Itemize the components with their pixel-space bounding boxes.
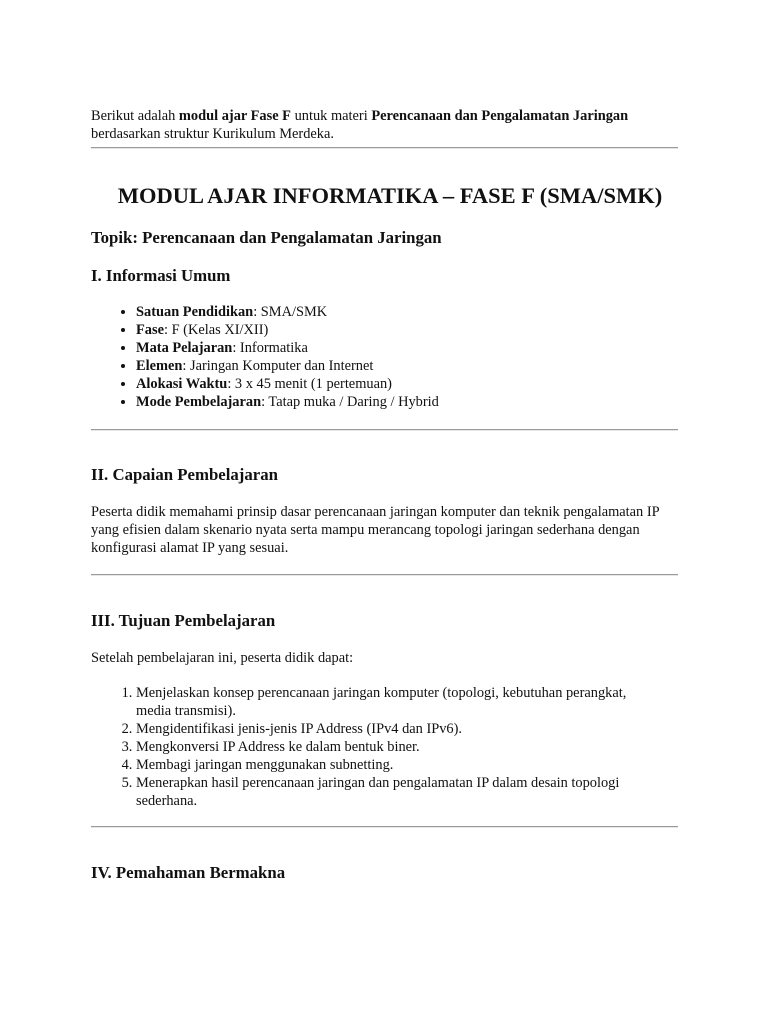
learning-goals-list xyxy=(91,684,656,810)
document-title: MODUL AJAR INFORMATIKA – FASE F (SMA/SMK) xyxy=(117,183,663,208)
intro-paragraph xyxy=(91,107,679,143)
section-3-heading: III. Tujuan Pembelajaran xyxy=(91,611,276,630)
list-item: 5. Menerapkan hasil perencanaan jaringan dan pengalamatan IP dalam desain topologi sederhana. xyxy=(136,774,656,810)
info-label: Alokasi Waktu xyxy=(136,376,228,392)
topic-heading: Topik: Perencanaan dan Pengalamatan Jaringan xyxy=(91,228,442,247)
list-item: 1. Menjelaskan konsep perencanaan jaringan komputer (topologi, kebutuhan perangkat, media transmisi). xyxy=(136,684,656,720)
info-value: : F (Kelas XI/XII) xyxy=(163,322,269,338)
list-item xyxy=(136,357,676,375)
info-value: : Informatika xyxy=(232,340,308,356)
info-value: : Jaringan Komputer dan Internet xyxy=(182,358,374,374)
section-2-heading: II. Capaian Pembelajaran xyxy=(91,465,278,484)
info-value: : SMA/SMK xyxy=(253,304,328,320)
list-item: 4. Membagi jaringan menggunakan subnetting. xyxy=(136,756,656,774)
general-info-list xyxy=(91,303,676,411)
info-label: Mode Pembelajaran xyxy=(136,394,262,410)
list-item xyxy=(136,303,676,321)
divider-3 xyxy=(91,574,678,576)
intro-bold-1: modul ajar Fase F xyxy=(178,108,291,125)
info-label: Mata Pelajaran xyxy=(136,340,233,356)
list-item: 3. Mengkonversi IP Address ke dalam bentuk biner. xyxy=(136,738,656,756)
goals-lead-text: Setelah pembelajaran ini, peserta didik dapat: xyxy=(91,650,354,666)
intro-text-2: untuk materi xyxy=(290,108,372,125)
intro-text-3: berdasarkan struktur Kurikulum Merdeka. xyxy=(91,126,334,143)
list-item xyxy=(136,393,676,411)
info-label: Satuan Pendidikan xyxy=(136,304,254,320)
intro-text-1: Berikut adalah xyxy=(91,108,179,125)
list-item xyxy=(136,321,676,339)
info-value: : 3 x 45 menit (1 pertemuan) xyxy=(227,376,392,392)
info-label: Elemen xyxy=(136,358,183,374)
section-1-heading: I. Informasi Umum xyxy=(91,266,231,285)
divider-1 xyxy=(91,147,678,149)
divider-4 xyxy=(91,826,678,828)
info-label: Fase xyxy=(136,322,164,338)
info-value: : Tatap muka / Daring / Hybrid xyxy=(261,394,439,410)
divider-2 xyxy=(91,429,678,431)
intro-bold-2: Perencanaan dan Pengalamatan Jaringan xyxy=(371,108,629,125)
list-item xyxy=(136,339,676,357)
list-item xyxy=(136,375,676,393)
list-item: 2. Mengidentifikasi jenis-jenis IP Address (IPv4 dan IPv6). xyxy=(136,720,656,738)
section-4-heading: IV. Pemahaman Bermakna xyxy=(91,863,286,882)
learning-outcome-paragraph: Peserta didik memahami prinsip dasar perencanaan jaringan komputer dan teknik pengalamatan IP yang efisien dalam skenario nyata serta mampu merancang topologi jaringan sederhana dengan konfigurasi alamat IP yang sesuai. xyxy=(91,504,660,556)
